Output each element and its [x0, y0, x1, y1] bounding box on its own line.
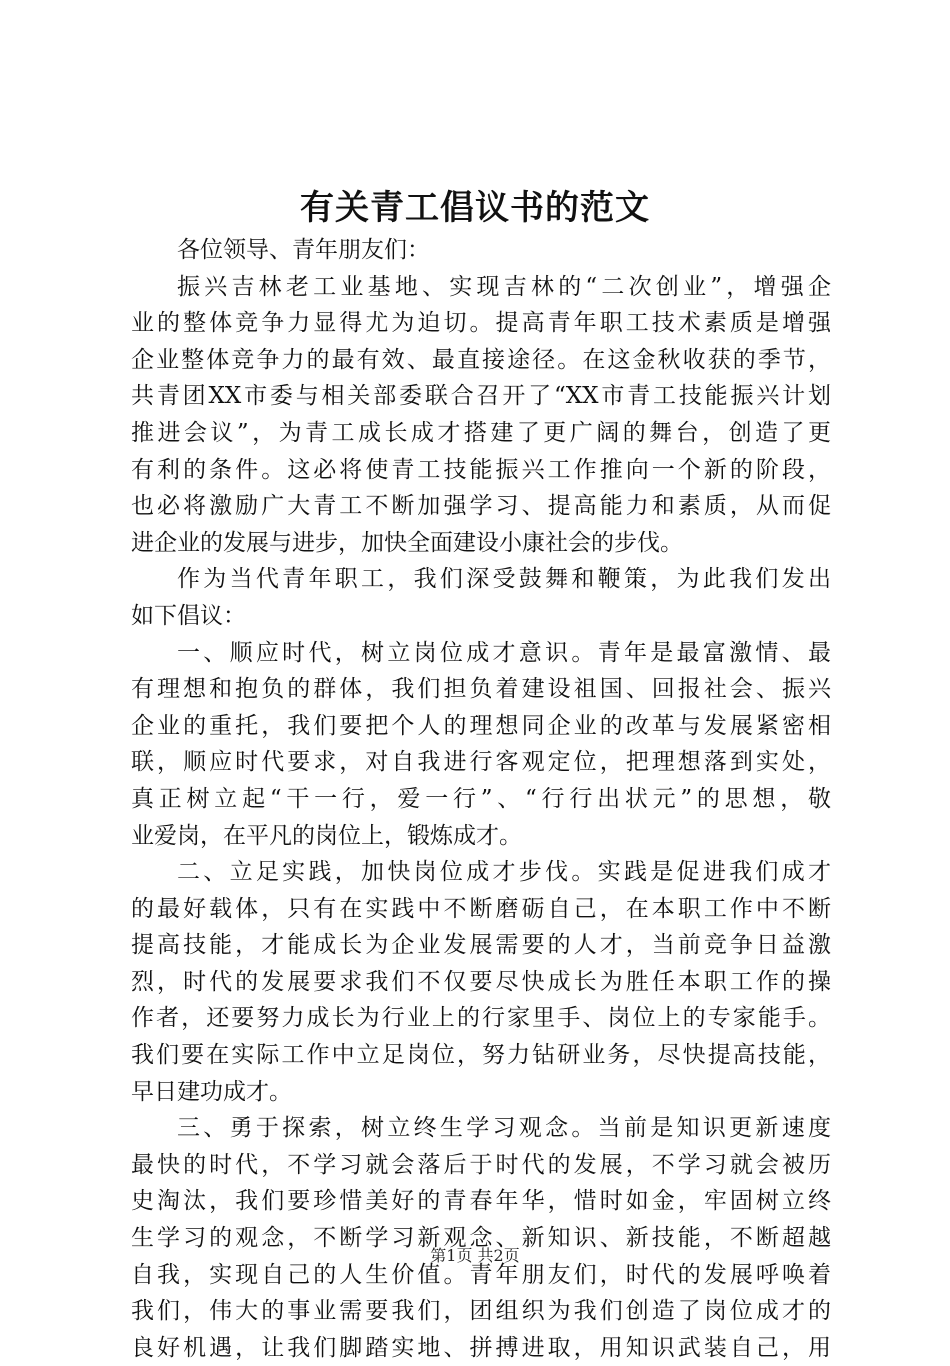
body-text-line: 企业整体竞争力的最有效、最直接途径。在这金秋收获的季节，	[131, 346, 831, 373]
page-number-footer: 第1页 共2页	[430, 1246, 520, 1265]
body-text-line: 企业的重托，我们要把个人的理想同企业的改革与发展紧密相	[131, 712, 831, 739]
body-text-line: 也必将激励广大青工不断加强学习、提高能力和素质，从而促	[131, 493, 831, 520]
body-text-line: 烈，时代的发展要求我们不仅要尽快成长为胜任本职工作的操	[131, 968, 831, 995]
body-text-line: 提高技能，才能成长为企业发展需要的人才，当前竞争日益激	[131, 932, 831, 959]
body-text-line: 生学习的观念，不断学习新观念、新知识、新技能，不断超越	[131, 1225, 831, 1252]
body-text-line: 良好机遇，让我们脚踏实地、拼搏进取，用知识武装自己，用	[131, 1334, 831, 1361]
body-text-line: 各位领导、青年朋友们：	[177, 237, 430, 263]
body-text-line: 如下倡议：	[131, 602, 246, 629]
body-text-line: 振兴吉林老工业基地、实现吉林的“二次创业”，增强企	[177, 273, 831, 300]
body-text-line: 作者，还要努力成长为行业上的行家里手、岗位上的专家能手。	[131, 1005, 831, 1032]
body-text-line: 我们要在实际工作中立足岗位，努力钻研业务，尽快提高技能，	[131, 1042, 831, 1069]
body-text-line: 推进会议”，为青工成长成才搭建了更广阔的舞台，创造了更	[131, 419, 831, 446]
body-text-line: 一、顺应时代，树立岗位成才意识。青年是最富激情、最	[177, 639, 831, 666]
body-text-line: 作为当代青年职工，我们深受鼓舞和鞭策，为此我们发出	[177, 566, 831, 593]
body-text-line: 共青团XX市委与相关部委联合召开了“XX市青工技能振兴计划	[131, 383, 831, 410]
body-text-line: 自我，实现自己的人生价值。青年朋友们，时代的发展呼唤着	[131, 1261, 831, 1288]
body-text-line: 史淘汰，我们要珍惜美好的青春年华，惜时如金，牢固树立终	[131, 1188, 831, 1215]
body-text-line: 的最好载体，只有在实践中不断磨砺自己，在本职工作中不断	[131, 895, 831, 922]
body-text-line: 早日建功成才。	[131, 1078, 292, 1105]
body-text-line: 最快的时代，不学习就会落后于时代的发展，不学习就会被历	[131, 1151, 831, 1178]
document-body	[131, 232, 831, 1366]
body-text-line: 业的整体竞争力显得尤为迫切。提高青年职工技术素质是增强	[131, 310, 831, 337]
body-text-line: 有利的条件。这必将使青工技能振兴工作推向一个新的阶段，	[131, 456, 831, 483]
body-text-line: 业爱岗，在平凡的岗位上，锻炼成才。	[131, 822, 522, 849]
body-text-line: 三、勇于探索，树立终生学习观念。当前是知识更新速度	[177, 1115, 831, 1142]
body-text-line: 我们，伟大的事业需要我们，团组织为我们创造了岗位成才的	[131, 1298, 831, 1325]
body-text-line: 真正树立起“干一行，爱一行”、“行行出状元”的思想，敬	[131, 785, 831, 812]
body-text-line: 二、立足实践，加快岗位成才步伐。实践是促进我们成才	[177, 859, 831, 886]
body-text-line: 联，顺应时代要求，对自我进行客观定位，把理想落到实处，	[131, 749, 831, 776]
body-text-line: 有理想和抱负的群体，我们担负着建设祖国、回报社会、振兴	[131, 676, 831, 703]
body-text-line: 进企业的发展与进步，加快全面建设小康社会的步伐。	[131, 529, 683, 556]
document-title: 有关青工倡议书的范文	[300, 188, 650, 228]
